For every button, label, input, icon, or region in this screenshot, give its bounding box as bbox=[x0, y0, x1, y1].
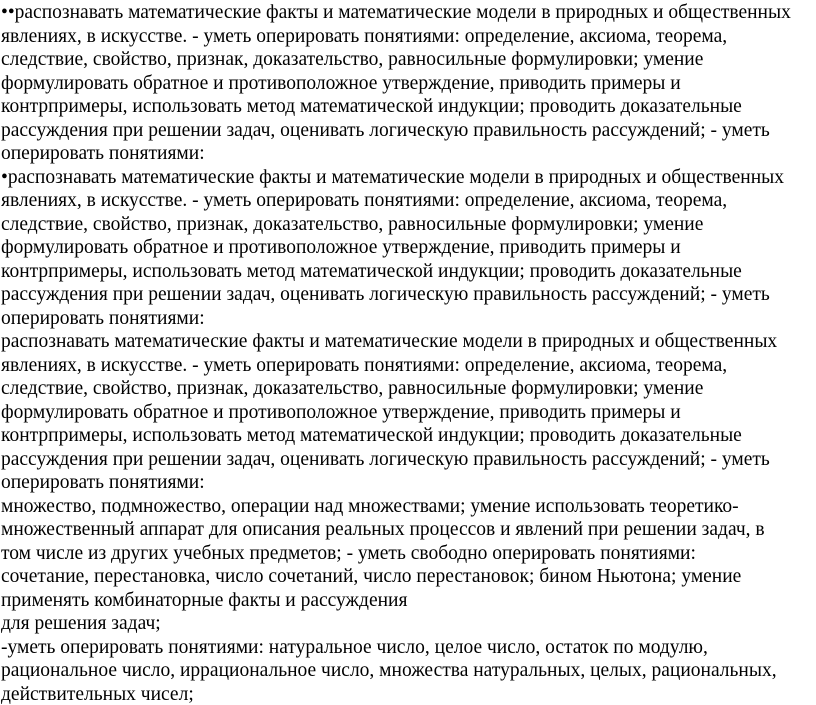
text-line: контрпримеры, использовать метод математической индукции; проводить доказательные bbox=[1, 425, 742, 446]
text-line: явлениях, в искусстве. - уметь оперировать понятиями: определение, аксиома, теорема, bbox=[1, 354, 728, 376]
text-line: действительных чисел; bbox=[1, 683, 194, 705]
text-line: сочетание, перестановка, число сочетаний, число перестановок; бином Ньютона; умение bbox=[1, 566, 742, 587]
text-line: рассуждения при решении задач, оценивать логическую правильность рассуждений; - уметь bbox=[1, 284, 770, 305]
text-line: явлениях, в искусстве. - уметь оперировать понятиями: определение, аксиома, теорема, bbox=[1, 190, 728, 211]
text-line: формулировать обратное и противоположное утверждение, приводить примеры и bbox=[1, 72, 681, 94]
text-line: следствие, свойство, признак, доказательство, равносильные формулировки; умение bbox=[1, 49, 704, 70]
text-line: том числе из других учебных предметов; - уметь свободно оперировать понятиями: bbox=[1, 542, 696, 564]
text-line: распознавать математические факты и математические модели в природных и общественных bbox=[1, 331, 778, 352]
text-line: рассуждения при решении задач, оценивать логическую правильность рассуждений; - уметь bbox=[1, 119, 770, 141]
text-line: оперировать понятиями: bbox=[1, 472, 205, 493]
text-line: ••распознавать математические факты и математические модели в природных и общественных bbox=[1, 2, 791, 23]
text-line: явлениях, в искусстве. - уметь оперировать понятиями: определение, аксиома, теорема, bbox=[1, 25, 728, 47]
text-line: множество, подмножество, операции над множествами; умение использовать теоретико- bbox=[1, 495, 739, 517]
paragraph-sets-combinatorics bbox=[1, 495, 814, 636]
text-line: оперировать понятиями: bbox=[1, 143, 205, 164]
text-line: формулировать обратное и противоположное утверждение, приводить примеры и bbox=[1, 237, 681, 258]
text-line: формулировать обратное и противоположное утверждение, приводить примеры и bbox=[1, 401, 681, 423]
text-line: оперировать понятиями: bbox=[1, 307, 205, 329]
text-line: рассуждения при решении задач, оценивать логическую правильность рассуждений; - уметь bbox=[1, 448, 770, 470]
text-line: следствие, свойство, признак, доказательство, равносильные формулировки; умение bbox=[1, 213, 704, 235]
text-line: контрпримеры, использовать метод математической индукции; проводить доказательные bbox=[1, 260, 742, 282]
text-line: •распознавать математические факты и математические модели в природных и общественных bbox=[1, 166, 785, 188]
text-line: множественный аппарат для описания реальных процессов и явлений при решении задач, в bbox=[1, 519, 765, 540]
text-line: -уметь оперировать понятиями: натуральное число, целое число, остаток по модулю, bbox=[1, 636, 708, 658]
paragraph-double-bullet bbox=[1, 1, 814, 166]
text-line: применять комбинаторные факты и рассуждения bbox=[1, 589, 408, 611]
paragraph-numbers bbox=[1, 636, 814, 705]
text-line: для решения задач; bbox=[1, 613, 161, 634]
paragraph-single-bullet bbox=[1, 166, 814, 331]
paragraph-plain bbox=[1, 330, 814, 495]
text-line: контрпримеры, использовать метод математической индукции; проводить доказательные bbox=[1, 96, 742, 117]
text-line: рациональное число, иррациональное число, множества натуральных, целых, рациональных, bbox=[1, 660, 777, 681]
text-line: следствие, свойство, признак, доказательство, равносильные формулировки; умение bbox=[1, 378, 704, 399]
